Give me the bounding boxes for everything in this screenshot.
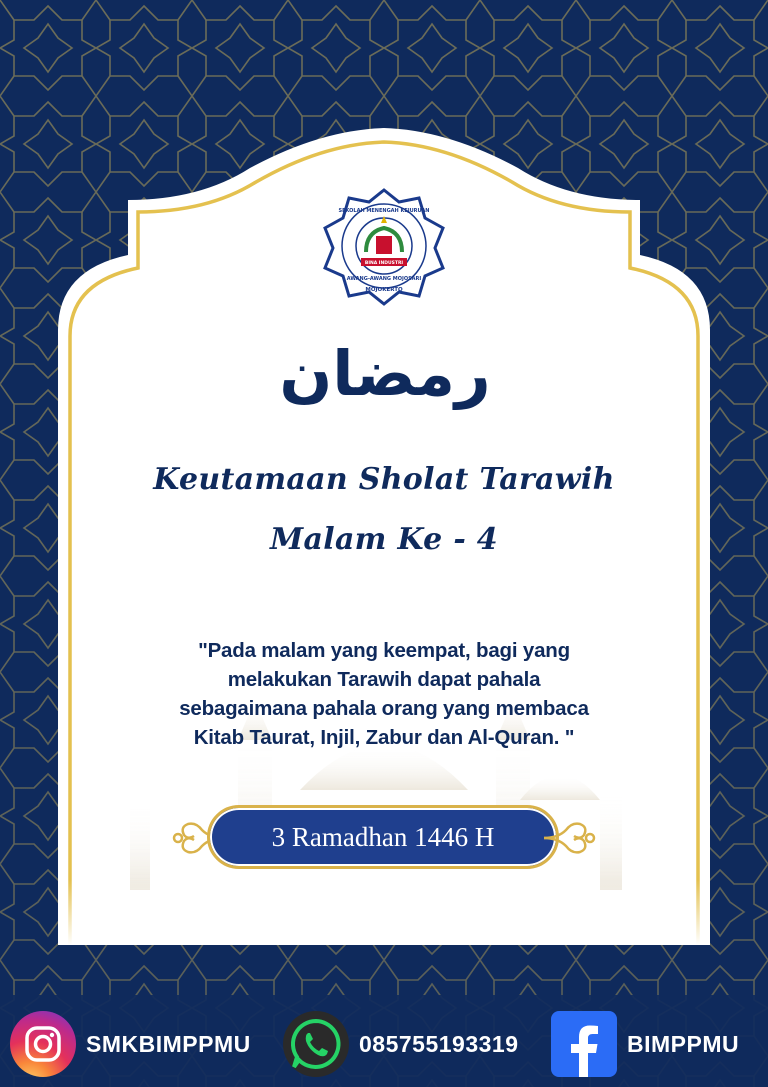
calligraphy-text: رمضان bbox=[279, 340, 491, 410]
quote-line: "Pada malam yang keempat, bagi yang bbox=[198, 639, 570, 662]
logo-banner-text: BINA INDUSTRI bbox=[364, 261, 404, 266]
quote-line: sebagaimana pahala orang yang membaca bbox=[179, 697, 589, 720]
title-line-2: Malam Ke - 4 bbox=[270, 522, 498, 557]
logo-arc-text: SEKOLAH MENENGAH KEJURUAN bbox=[338, 208, 430, 214]
quote-line: Kitab Taurat, Injil, Zabur dan Al-Quran. " bbox=[193, 726, 575, 749]
instagram-handle: SMKBIMPPMU bbox=[86, 1030, 251, 1057]
facebook-handle: BIMPPMU bbox=[627, 1030, 740, 1057]
hadith-quote bbox=[110, 636, 658, 752]
title-line-1: Keutamaan Sholat Tarawih bbox=[153, 462, 615, 497]
logo-bottom-text: AWANG-AWANG MOJOSARI bbox=[346, 276, 422, 282]
date-badge: 3 Ramadhan 1446 H bbox=[207, 805, 559, 869]
instagram-icon bbox=[10, 1011, 76, 1077]
social-instagram[interactable] bbox=[10, 1009, 251, 1079]
social-whatsapp[interactable] bbox=[283, 1009, 519, 1079]
school-logo bbox=[321, 188, 447, 306]
whatsapp-number: 085755193319 bbox=[359, 1030, 519, 1057]
quote-line: melakukan Tarawih dapat pahala bbox=[227, 668, 541, 691]
ornament-right-icon bbox=[542, 808, 598, 868]
facebook-icon bbox=[551, 1011, 617, 1077]
social-facebook[interactable] bbox=[551, 1009, 739, 1079]
ramadan-calligraphy bbox=[270, 340, 500, 430]
whatsapp-icon bbox=[283, 1011, 349, 1077]
logo-city-text: MOJOKERTO bbox=[365, 287, 403, 293]
